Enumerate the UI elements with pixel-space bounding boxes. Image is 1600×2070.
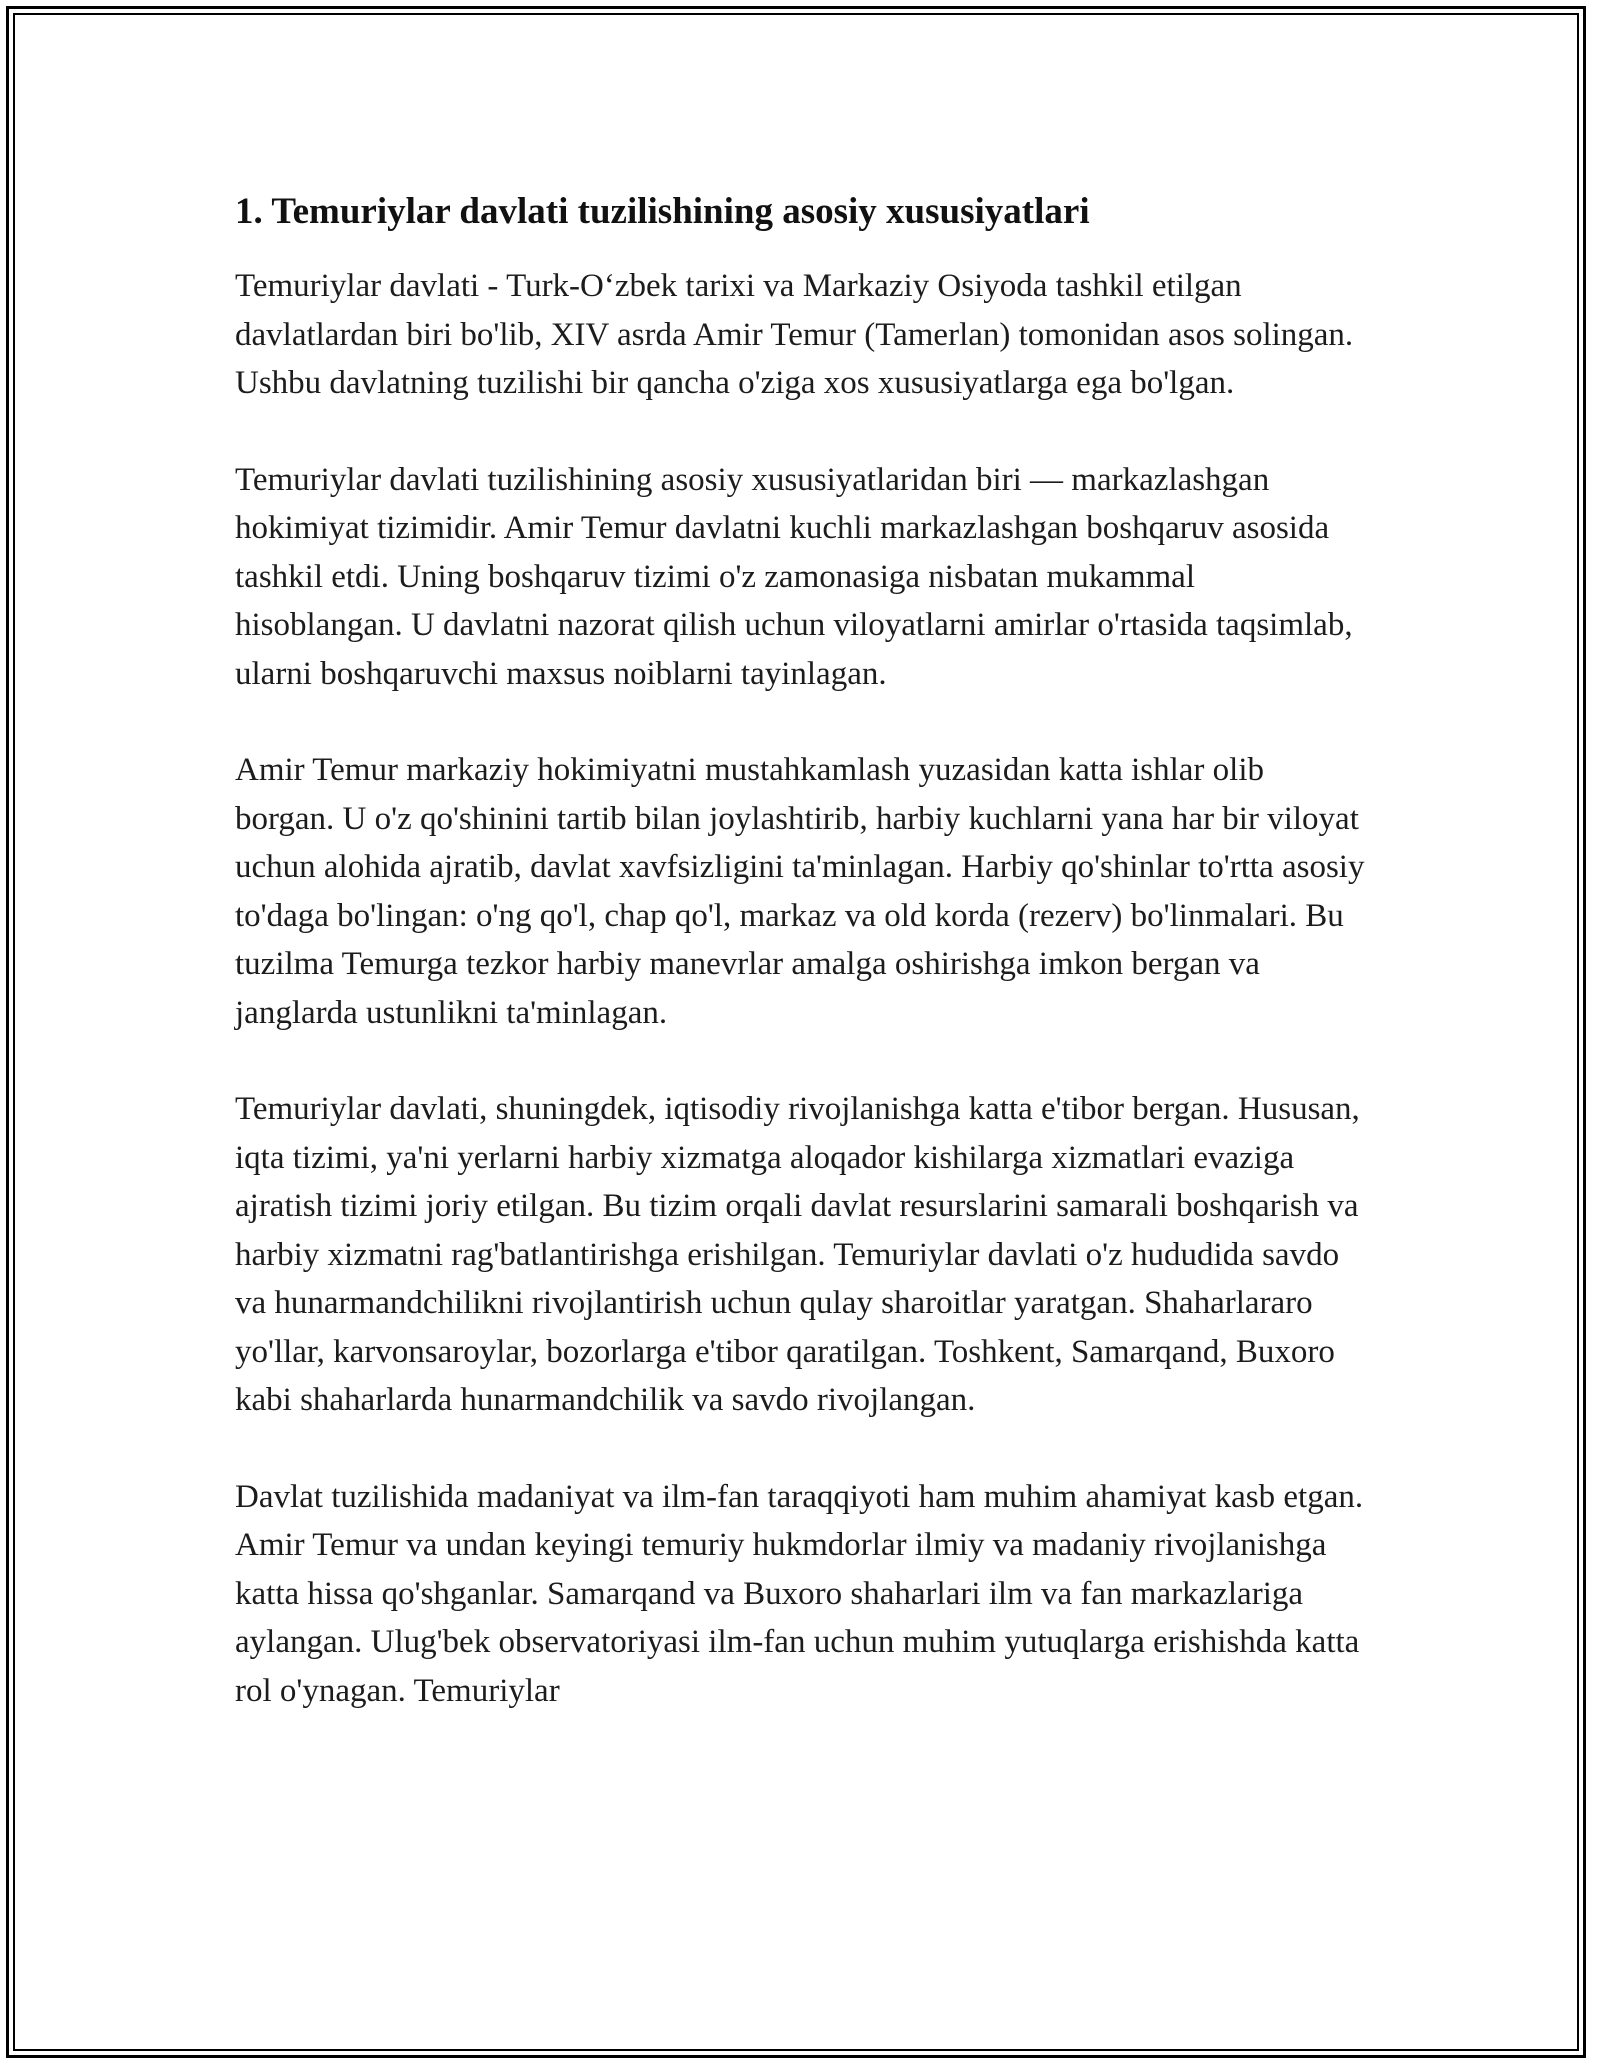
document-body: [235, 188, 1370, 1763]
paragraph-5: Davlat tuzilishida madaniyat va ilm-fan taraqqiyoti ham muhim ahamiyat kasb etgan. Amir Temur va undan keyingi temuriy hukmdorlar ilmiy va madaniy rivojlanishga katta hissa qo'shganlar. Samarqand va Buxoro shaharlari ilm va fan markazlariga aylangan. Ulug'bek observatoriyasi ilm-fan uchun muhim yutuqlarga erishishda katta rol o'ynagan. Temuriylar: [235, 1478, 1364, 1709]
paragraph-2: Temuriylar davlati tuzilishining asosiy xususiyatlaridan biri — markazlashgan hokimiyat tizimidir. Amir Temur davlatni kuchli markazlashgan boshqaruv asosida tashkil etdi. Uning boshqaruv tizimi o'z zamonasiga nisbatan mukammal hisoblangan. U davlatni nazorat qilish uchun viloyatlarni amirlar o'rtasida taqsimlab, ularni boshqaruvchi maxsus noiblarni tayinlagan.: [235, 461, 1353, 692]
paragraph-1: Temuriylar davlati - Turk-O‘zbek tarixi va Markaziy Osiyoda tashkil etilgan davlatlardan biri bo'lib, XIV asrda Amir Temur (Tamerlan) tomonidan asos solingan. Ushbu davlatning tuzilishi bir qancha o'ziga xos xususiyatlarga ega bo'lgan.: [235, 268, 1354, 402]
paragraph-4: Temuriylar davlati, shuningdek, iqtisodiy rivojlanishga katta e'tibor bergan. Hususan, iqta tizimi, ya'ni yerlarni harbiy xizmatga aloqador kishilarga xizmatlari evaziga ajratish tizimi joriy etilgan. Bu tizim orqali davlat resurslarini samarali boshqarish va harbiy xizmatni rag'batlantirishga erishilgan. Temuriylar davlati o'z hududida savdo va hunarmandchilikni rivojlantirish uchun qulay sharoitlar yaratgan. Shaharlararo yo'llar, karvonsaroylar, bozorlarga e'tibor qaratilgan. Toshkent, Samarqand, Buxoro kabi shaharlarda hunarmandchilik va savdo rivojlangan.: [235, 1091, 1360, 1419]
section-heading: 1. Temuriylar davlati tuzilishining asosiy xususiyatlari: [235, 191, 1090, 232]
paragraph-3: Amir Temur markaziy hokimiyatni mustahkamlash yuzasidan katta ishlar olib borgan. U o'z qo'shinini tartib bilan joylashtirib, harbiy kuchlarni yana har bir viloyat uchun alohida ajratib, davlat xavfsizligini ta'minlagan. Harbiy qo'shinlar to'rtta asosiy to'daga bo'lingan: o'ng qo'l, chap qo'l, markaz va old korda (rezerv) bo'linmalari. Bu tuzilma Temurga tezkor harbiy manevrlar amalga oshirishga imkon bergan va janglarda ustunlikni ta'minlagan.: [235, 752, 1365, 1031]
